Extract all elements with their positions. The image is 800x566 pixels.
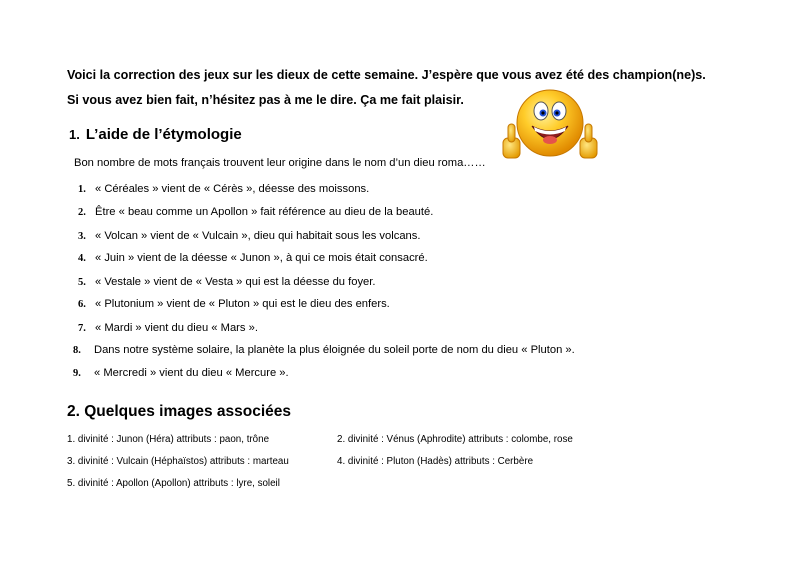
section-1-title: L’aide de l’étymologie bbox=[85, 126, 242, 143]
thumbs-up-smiley-icon bbox=[500, 86, 600, 170]
list-item: 3. divinité : Vulcain (Héphaïstos) attributs : marteau bbox=[67, 456, 289, 467]
list-item: 8. Dans notre système solaire, la planète la plus éloignée du soleil porte de nom du dieu « Pluton ». bbox=[73, 344, 575, 356]
list-item: 9. « Mercredi » vient du dieu « Mercure ». bbox=[73, 367, 289, 379]
section-1-lead: Bon nombre de mots français trouvent leur origine dans le nom d’un dieu roma…… bbox=[74, 157, 486, 169]
list-item: 5. divinité : Apollon (Apollon) attributs : lyre, soleil bbox=[67, 478, 280, 489]
list-item: 4. divinité : Pluton (Hadès) attributs : Cerbère bbox=[337, 456, 534, 467]
list-item: 3. « Volcan » vient de « Vulcain », dieu qui habitait sous les volcans. bbox=[78, 230, 421, 242]
section-1-heading bbox=[69, 126, 242, 143]
section-1-number: 1. bbox=[69, 127, 80, 142]
list-item: 1. divinité : Junon (Héra) attributs : paon, trône bbox=[67, 434, 270, 445]
list-item: 2. Être « beau comme un Apollon » fait référence au dieu de la beauté. bbox=[78, 206, 434, 218]
list-item: 2. divinité : Vénus (Aphrodite) attributs : colombe, rose bbox=[337, 434, 573, 445]
list-item: 6. « Plutonium » vient de « Pluton » qui est le dieu des enfers. bbox=[78, 298, 390, 310]
intro-line-2: Si vous avez bien fait, n’hésitez pas à me le dire. Ça me fait plaisir. bbox=[67, 93, 464, 107]
list-item: 5. « Vestale » vient de « Vesta » qui est la déesse du foyer. bbox=[78, 276, 376, 288]
list-item: 4. « Juin » vient de la déesse « Junon », à qui ce mois était consacré. bbox=[78, 252, 428, 264]
list-item: 1. « Céréales » vient de « Cérès », déesse des moissons. bbox=[78, 183, 370, 195]
list-item: 7. « Mardi » vient du dieu « Mars ». bbox=[78, 322, 258, 334]
intro-line-1: Voici la correction des jeux sur les dieux de cette semaine. J’espère que vous avez été des champion(ne)s. bbox=[67, 68, 706, 82]
section-2-heading: 2. Quelques images associées bbox=[67, 403, 292, 420]
